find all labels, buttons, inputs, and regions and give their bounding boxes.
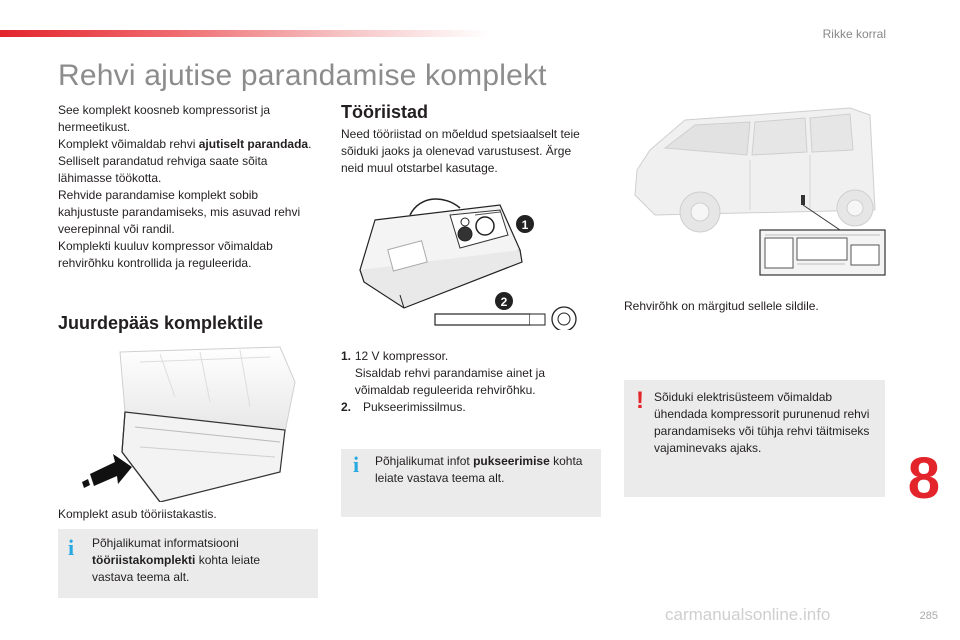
tools-info-text: Põhjalikumat infot pukseerimise kohta leiate vastava teema alt. [375,454,583,485]
pressure-caption: Rehvirõhk on märgitud sellele sildile. [624,299,819,313]
info-icon: i [352,452,360,477]
tools-info-box [341,449,601,517]
callout-1: 1 [521,218,529,232]
page-title: Rehvi ajutise parandamise komplekt [58,59,547,92]
tools-heading: Tööriistad [341,102,429,122]
warning-box [624,380,885,497]
list-item: 1. 12 V kompressor. Sisaldab rehvi parandamise ainet ja võimaldab reguleerida rehvirõhku. [341,349,545,397]
info-icon: i [67,535,75,560]
list-item: 2. Pukseerimissilmus. [341,400,466,414]
intro-p4: Rehvide parandamise komplekt sobib kahjustuste parandamiseks, mis asuvad rehvi veerepinnal või randil. [58,188,301,236]
callout-2: 2 [500,295,508,309]
intro-text [58,102,313,272]
page-number: 285 [919,610,938,622]
chapter-title: Rikke korral [822,27,886,41]
warning-icon: ! [636,387,644,414]
header-accent-bar [0,30,490,37]
access-info-box [58,529,318,598]
watermark: carmanualsonline.info [665,605,831,624]
intro-p3: Selliselt parandatud rehviga saate sõita lähimasse töökotta. [58,154,268,185]
intro-p5: Komplekti kuuluv kompressor võimaldab rehvirõhku kontrollida ja reguleerida. [58,239,273,270]
chapter-number: 8 [907,446,940,511]
warning-text: Sõiduki elektrisüsteem võimaldab ühendada kompressorit purunenud rehvi parandamiseks või tühja rehvi täitmiseks vajaminevaks ajaks. [654,390,870,455]
intro-p2: Komplekt võimaldab rehvi ajutiselt parandada. [58,137,312,151]
access-heading: Juurdepääs komplektile [58,313,264,333]
tools-list [341,348,591,416]
access-caption: Komplekt asub tööriistakastis. [58,507,217,521]
intro-p1: See komplekt koosneb kompressorist ja hermeetikust. [58,103,271,134]
seat-toolbox-illustration [80,342,300,502]
access-info-text: Põhjalikumat informatsiooni tööriistakomplekti kohta leiate vastava teema alt. [92,536,261,584]
van-pressure-label-illustration [625,100,890,285]
tools-intro: Need tööriistad on mõeldud spetsiaalselt teie sõiduki jaoks ja olenevad varustusest. Ärge neid muul otstarbel kasutage. [341,127,580,175]
tools-illustration [350,190,590,330]
